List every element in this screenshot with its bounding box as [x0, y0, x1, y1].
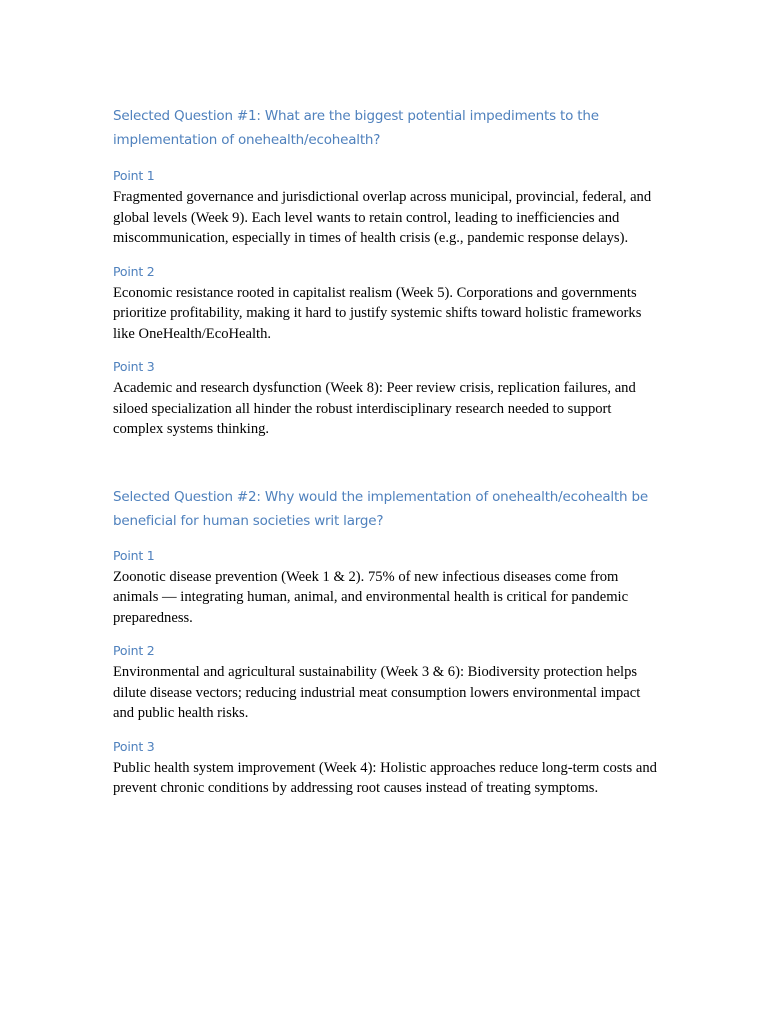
question-1-point-3 [113, 358, 658, 440]
point-body: Fragmented governance and jurisdictional overlap across municipal, provincial, federal, and global levels (Week 9). Each level wants to retain control, leading to inefficiencies and miscommunication, especially in times of health crisis (e.g., pandemic response delays). [113, 189, 652, 246]
point-heading: Point 3 [113, 359, 155, 374]
point-body: Academic and research dysfunction (Week 8): Peer review crisis, replication failures, and siloed specialization all hinder the robust interdisciplinary research needed to support complex systems thinking. [113, 380, 636, 437]
document-page [113, 104, 658, 799]
question-section-1 [113, 104, 658, 440]
question-2-point-1 [113, 547, 658, 629]
point-heading: Point 3 [113, 738, 155, 754]
point-heading: Point 1 [113, 168, 155, 183]
point-heading: Point 1 [113, 547, 155, 563]
point-heading: Point 2 [113, 263, 155, 279]
point-heading: Point 2 [113, 643, 155, 658]
point-body: Environmental and agricultural sustainability (Week 3 & 6): Biodiversity protection helps dilute disease vectors; reducing industrial meat consumption lowers environmental impact and public health risks. [113, 664, 641, 721]
point-body: Public health system improvement (Week 4): Holistic approaches reduce long-term costs and prevent chronic conditions by addressing root causes instead of treating symptoms. [113, 759, 657, 796]
question-1-heading: Selected Question #1: What are the biggest potential impediments to the implementation of onehealth/ecohealth? [113, 108, 599, 148]
question-1-point-1 [113, 167, 658, 249]
point-body: Economic resistance rooted in capitalist realism (Week 5). Corporations and governments prioritize profitability, making it hard to justify systemic shifts toward holistic frameworks like OneHealth/EcoHealth. [113, 284, 642, 342]
question-2-point-2 [113, 642, 658, 724]
point-body: Zoonotic disease prevention (Week 1 & 2). 75% of new infectious diseases come from animals — integrating human, animal, and environmental health is critical for pandemic preparedness. [113, 568, 629, 626]
question-section-2 [113, 485, 658, 799]
question-2-heading: Selected Question #2: Why would the implementation of onehealth/ecohealth be beneficial for human societies writ large? [113, 488, 648, 529]
question-1-point-2 [113, 263, 658, 345]
question-2-point-3 [113, 738, 658, 799]
